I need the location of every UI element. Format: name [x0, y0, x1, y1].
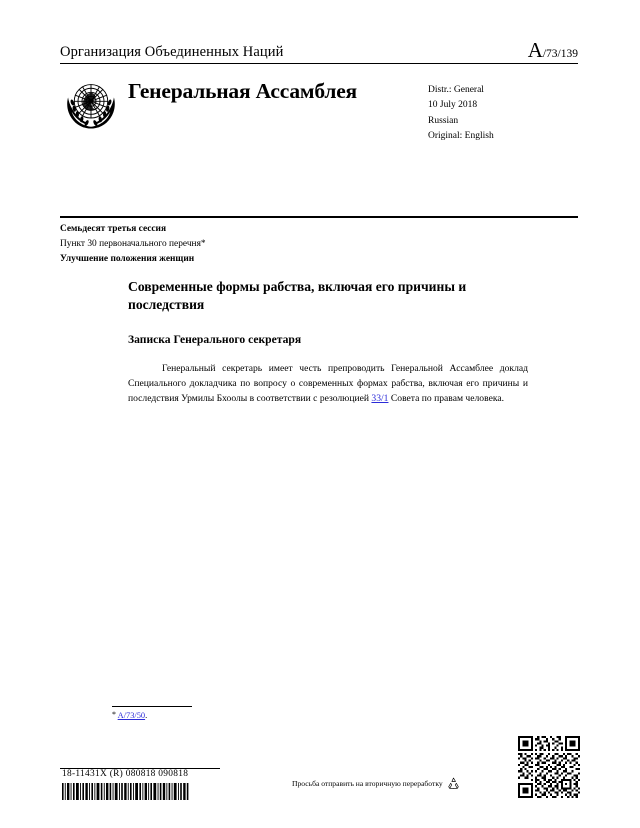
- recycle-icon: [446, 776, 461, 791]
- session-line: Семьдесят третья сессия: [60, 224, 167, 234]
- resolution-link[interactable]: 33/1: [371, 393, 389, 405]
- session-block: [60, 222, 480, 267]
- un-emblem: [60, 71, 126, 141]
- distribution-original: Original: English: [428, 131, 494, 142]
- footnote-divider: [112, 706, 192, 707]
- footnote: [112, 706, 312, 721]
- agenda-item: Пункт 30 первоначального перечня*: [60, 238, 206, 249]
- footnote-text: [112, 710, 312, 721]
- masthead-divider: [60, 63, 578, 64]
- section-divider: [60, 216, 578, 218]
- footnote-marker: *: [112, 710, 116, 719]
- organization-line: [60, 40, 578, 63]
- agenda-topic: Улучшение положения женщин: [60, 253, 195, 264]
- document-symbol: [528, 40, 578, 61]
- qr-code-icon[interactable]: [518, 736, 580, 798]
- body-name: Генеральная Ассамблея: [128, 79, 357, 103]
- distribution-language: Russian: [428, 115, 459, 126]
- page-title: Современные формы рабства, включая его причины и последствия: [128, 279, 467, 312]
- barcode-icon: [62, 783, 190, 800]
- footnote-suffix: .: [145, 711, 148, 720]
- paragraph-text-end: Совета по правам человека.: [388, 393, 504, 405]
- distribution-type: Distr.: General: [428, 85, 484, 95]
- organization-name: Организация Объединенных Наций: [60, 44, 284, 61]
- body-paragraph: [128, 361, 528, 406]
- document-content: [128, 278, 528, 406]
- masthead: [60, 40, 578, 145]
- recycle-text: Просьба отправить на вторичную переработку: [292, 778, 443, 788]
- masthead-body: [60, 71, 578, 145]
- distribution-block: [428, 71, 578, 145]
- recycle-notice: [292, 776, 461, 791]
- document-symbol-prefix: A: [527, 38, 543, 62]
- paragraph-text-start: Генеральный секретарь имеет честь препроводить Генеральной Ассамблее доклад Специального докладчика по вопросу о современных формах рабства, включая его причины и последствия Урмилы Бхоолы в соответствии с резолюцией: [128, 362, 528, 405]
- footnote-link[interactable]: A/73/50: [117, 711, 146, 720]
- document-symbol-rest: /73/139: [542, 48, 578, 60]
- distribution-date: 10 July 2018: [428, 100, 478, 111]
- un-emblem-icon: [60, 74, 122, 136]
- job-number: 18-11431X (R) 080818 090818: [62, 769, 189, 779]
- document-subtitle: Записка Генерального секретаря: [128, 332, 302, 346]
